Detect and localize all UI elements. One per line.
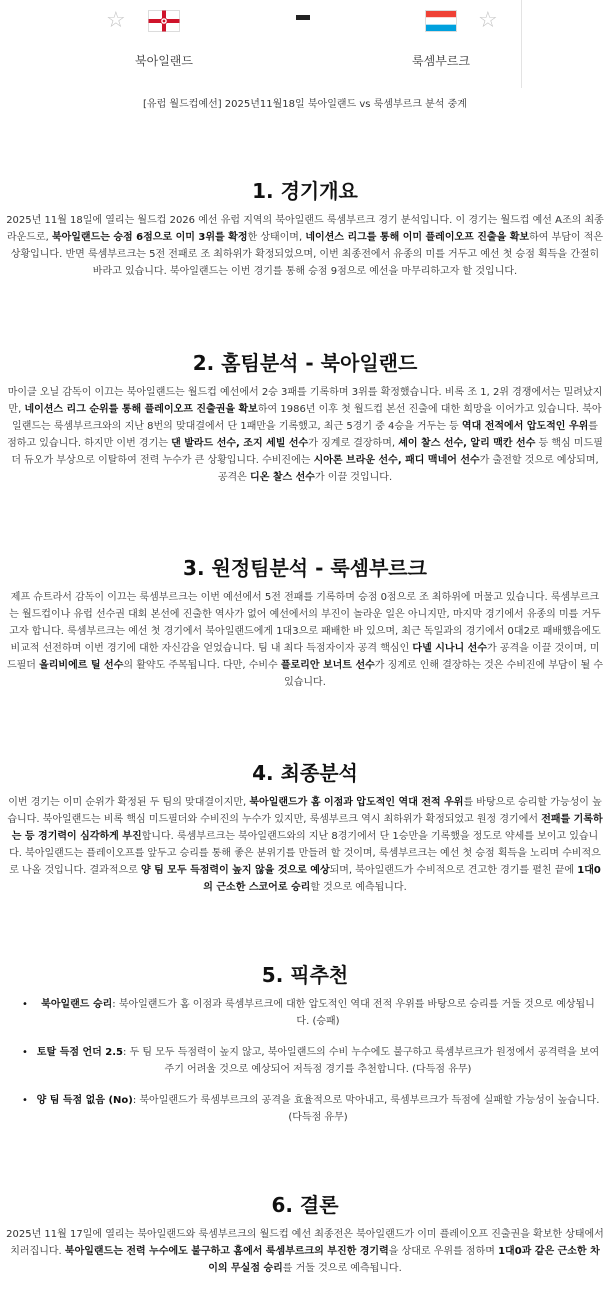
section-heading: 3. 원정팀분석 - 룩셈부르크 (183, 556, 427, 580)
emphasis-text: 디온 찰스 선수 (250, 472, 315, 483)
pick-item (6, 1044, 604, 1078)
pick-item (6, 1092, 604, 1126)
body-text: 가 징계로 결장하며, (308, 438, 399, 449)
emphasis-text: 네이션스 리그를 통해 이미 플레이오프 진출을 확보 (305, 232, 530, 243)
pick-text: : 북아일랜드가 홈 이점과 룩셈부르크에 대한 압도적인 역대 전적 우위를 바탕으로 승리를 거둘 것으로 예상됩니다. (승패) (112, 999, 595, 1027)
emphasis-text: 네이션스 리그 순위를 통해 플레이오프 진출권을 확보 (24, 404, 258, 415)
header-divider (521, 0, 522, 88)
section-body (6, 589, 604, 691)
home-favorite-star-icon[interactable]: ☆ (106, 8, 126, 33)
body-text: 가 공격을 이끌 것이며, 미드필더 (6, 643, 600, 671)
body-text: 가 징계로 인해 결장하는 것은 수비진에 부담이 될 수 있습니다. (284, 660, 604, 688)
body-text: 하여 1986년 이후 첫 월드컵 본선 진출에 대한 희망을 이어가고 있습니다. 북아일랜드는 룩셈부르크와의 지난 8번의 맞대결에서 단 1패만을 기록했고, 최근 5경기 중 4승을 거두는 등 (12, 404, 602, 432)
body-text: 를 점하고 있습니다. 하지만 이번 경기는 (7, 421, 598, 449)
body-text: 의 활약도 주목됩니다. 다만, 수비수 (123, 660, 281, 671)
match-header (0, 0, 610, 90)
pick-item (6, 996, 604, 1030)
section-heading: 2. 홈팀분석 - 북아일랜드 (192, 351, 418, 375)
pick-text: : 두 팀 모두 득점력이 높지 않고, 북아일랜드의 수비 누수에도 불구하고 룩셈부르크가 원정에서 공격력을 보여주기 어려울 것으로 예상되어 저득점 경기를 추천합니다. (다득점 유무) (123, 1047, 600, 1075)
body-text: 2025년 11월 18일에 열리는 월드컵 2026 예선 유럽 지역의 북아일랜드 룩셈부르크 경기 분석입니다. 이 경기는 월드컵 예선 A조의 최종 라운드로, (6, 215, 604, 243)
match-title-line: [유럽 월드컵예선] 2025년11월18일 북아일랜드 vs 룩셈부르크 분석 중계 (143, 99, 467, 110)
northern-ireland-flag-icon (148, 10, 180, 32)
body-text: 합니다. 룩셈부르크는 북아일랜드와의 지난 8경기에서 단 1승만을 기록했을 정도로 약세를 보이고 있습니다. 북아일랜드는 플레이오프를 앞두고 승리를 통해 좋은 분위기를 만들려 할 것이며, 룩셈부르크는 예선 첫 승점 획득을 노리며 수비적으로 나올 것입니다. 결과적으로 (9, 831, 601, 876)
bullet-icon: • (22, 1095, 28, 1106)
section-heading: 5. 픽추천 (261, 963, 349, 987)
emphasis-text: 북아일랜드는 승점 6점으로 이미 3위를 확정 (51, 232, 248, 243)
section-picks (6, 962, 604, 1140)
body-text: 가 이끌 것입니다. (314, 472, 393, 483)
emphasis-text: 북아일랜드는 전력 누수에도 불구하고 홈에서 룩셈부르크의 부진한 경기력 (64, 1246, 389, 1257)
section-heading: 1. 경기개요 (252, 179, 358, 203)
home-team-name[interactable]: 북아일랜드 (135, 54, 193, 68)
section-overview (6, 178, 604, 280)
bullet-icon: • (22, 1047, 28, 1058)
away-team-name[interactable]: 룩셈부르크 (412, 54, 470, 68)
emphasis-text: 올리비에르 틸 선수 (39, 660, 124, 671)
body-text: 등 핵심 미드필더 듀오가 부상으로 이탈하여 전력 누수가 큰 상황입니다. 수비진에는 (11, 438, 603, 466)
emphasis-text: 북아일랜드가 홈 이점과 압도적인 역대 전적 우위 (249, 797, 464, 808)
pick-label: 양 팀 득점 없음 (No) (36, 1095, 133, 1106)
section-away-analysis (6, 555, 604, 691)
picks-list (6, 996, 604, 1126)
body-text: 가 출전할 것으로 예상되며, 공격은 (217, 455, 599, 483)
body-text: 하여 부담이 적은 상황입니다. 반면 룩셈부르크는 5전 전패로 조 최하위가 확정되었으며, 이번 최종전에서 유종의 미를 거두고 예선 첫 승점 획득을 간절히 바라고 있습니다. 북아일랜드는 이번 경기를 통해 승점 9점으로 예선을 마무리하고자 할 것입니다. (10, 232, 604, 277)
section-conclusion (6, 1192, 604, 1277)
body-text: 를 바탕으로 승리할 가능성이 높습니다. 북아일랜드는 비록 핵심 미드필더와 수비진의 누수가 있지만, 룩셈부르크 역시 최하위가 확정되었고 원정 경기에서 (7, 797, 602, 825)
emphasis-text: 양 팀 모두 득점력이 높지 않을 것으로 예상 (141, 865, 330, 876)
luxembourg-flag-icon (425, 10, 457, 32)
section-body (6, 794, 604, 896)
vs-separator (296, 15, 310, 20)
section-body (6, 384, 604, 486)
body-text: 되며, 북아일랜드가 수비적으로 견고한 경기를 펼친 끝에 (329, 865, 578, 876)
emphasis-text: 댄 발라드 선수, 조지 세빌 선수 (171, 438, 309, 449)
section-heading: 4. 최종분석 (252, 761, 358, 785)
body-text: 제프 슈트라서 감독이 이끄는 룩셈부르크는 이번 예선에서 5전 전패를 기록하며 승점 0점으로 조 최하위에 머물고 있습니다. 룩셈부르크는 월드컵이나 유럽 선수권 대회 본선에 진출한 역사가 없어 예선에서의 부진이 놀라운 일은 아니지만, 마지막 경기에서 유종의 미를 거두고자 합니다. 룩셈부르크는 예선 첫 경기에서 북아일랜드에게 1대3으로 패배한 바 있으며, 최근 독일과의 경기에서 0대2로 패배했음에도 비교적 선전하며 이번 경기에 대한 자신감을 얻었습니다. 팀 내 최다 득점자이자 공격 핵심인 (9, 592, 601, 654)
section-body (6, 212, 604, 280)
away-favorite-star-icon[interactable]: ☆ (478, 8, 498, 33)
pick-label: 북아일랜드 승리 (41, 999, 113, 1010)
emphasis-text: 플로리안 보너트 선수 (280, 660, 375, 671)
body-text: 를 거둘 것으로 예측됩니다. (282, 1263, 402, 1274)
section-final-analysis (6, 760, 604, 896)
body-text: 2025년 11월 17일에 열리는 북아일랜드와 룩셈부르크의 월드컵 예선 최종전은 북아일랜드가 이미 플레이오프 진출권을 확보한 상태에서 치러집니다. (6, 1229, 604, 1257)
emphasis-text: 1대0과 같은 근소한 차이의 무실점 승리 (208, 1246, 600, 1274)
emphasis-text: 다넬 시나니 선수 (412, 643, 487, 654)
section-heading: 6. 결론 (271, 1193, 339, 1217)
pick-text: : 북아일랜드가 룩셈부르크의 공격을 효율적으로 막아내고, 룩셈부르크가 득점에 실패할 가능성이 높습니다. (다득점 유무) (132, 1095, 600, 1123)
emphasis-text: 역대 전적에서 압도적인 우위 (461, 421, 589, 432)
body-text: 마이클 오닐 감독이 이끄는 북아일랜드는 월드컵 예선에서 2승 3패를 기록하며 3위를 확정했습니다. 비록 조 1, 2위 경쟁에서는 밀려났지만, (7, 387, 603, 415)
body-text: 이번 경기는 이미 순위가 확정된 두 팀의 맞대결이지만, (8, 797, 250, 808)
section-home-analysis (6, 350, 604, 486)
emphasis-text: 셰이 찰스 선수, 알리 맥칸 선수 (398, 438, 536, 449)
emphasis-text: 시아론 브라운 선수, 패디 맥네어 선수 (313, 455, 480, 466)
body-text: 할 것으로 예측됩니다. (310, 882, 407, 893)
body-text: 한 상태이며, (247, 232, 306, 243)
section-body (6, 1226, 604, 1277)
emphasis-text: 전패를 기록하는 등 경기력이 심각하게 부진 (11, 814, 603, 842)
emphasis-text: 1대0의 근소한 스코어로 승리 (203, 865, 601, 893)
bullet-icon: • (22, 999, 28, 1010)
pick-label: 토탈 득점 언더 2.5 (36, 1047, 124, 1058)
body-text: 을 상대로 우위를 점하며 (388, 1246, 499, 1257)
